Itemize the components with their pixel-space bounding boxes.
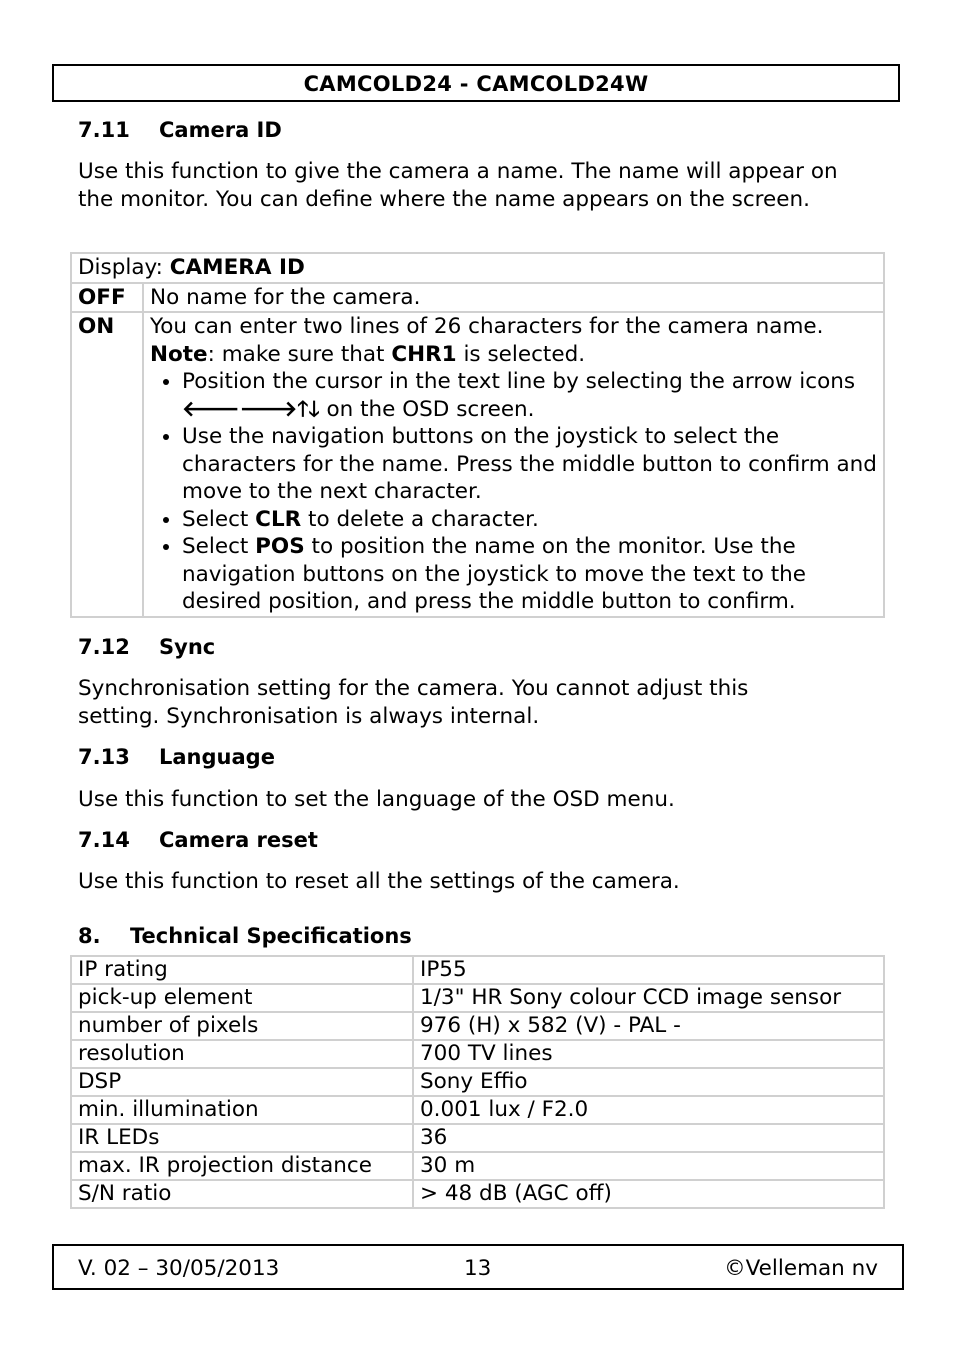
- page-header: [52, 64, 900, 102]
- off-label: OFF: [71, 283, 143, 313]
- list-item: [182, 506, 877, 534]
- section-title: Technical Specifications: [130, 924, 412, 948]
- on-label: ON: [71, 312, 143, 617]
- table-row: [71, 1124, 884, 1152]
- note-text-end: is selected.: [456, 341, 586, 367]
- table-row: [71, 984, 884, 1012]
- on-description: [143, 312, 884, 617]
- document-title: CAMCOLD24 - CAMCOLD24W: [303, 72, 649, 96]
- spec-key: number of pixels: [71, 1012, 413, 1040]
- spec-value: 0.001 lux / F2.0: [413, 1096, 884, 1124]
- table-row: [71, 1012, 884, 1040]
- off-description: No name for the camera.: [143, 283, 884, 313]
- table-row: [71, 1040, 884, 1068]
- footer-version: V. 02 – 30/05/2013: [78, 1256, 280, 1281]
- footer-page-number: 13: [464, 1256, 492, 1281]
- spec-key: IR LEDs: [71, 1124, 413, 1152]
- list-item: [182, 533, 877, 616]
- section-heading-camera-id: [78, 118, 282, 142]
- section-title: Camera ID: [159, 118, 282, 142]
- display-value: CAMERA ID: [169, 255, 305, 280]
- bullet-text: Select: [182, 506, 256, 532]
- table-row: [71, 312, 884, 617]
- bullet-text: Select: [182, 534, 256, 559]
- note-label: Note: [150, 341, 208, 367]
- spec-value: 30 m: [413, 1152, 884, 1180]
- arrow-icons: 🡐🡒🡑🡓: [182, 396, 320, 422]
- spec-key: max. IR projection distance: [71, 1152, 413, 1180]
- table-row: [71, 1180, 884, 1208]
- table-row: [71, 1152, 884, 1180]
- table-row: [71, 956, 884, 984]
- section-heading-specs: [78, 924, 412, 948]
- bullet-text: on the OSD screen.: [319, 396, 535, 422]
- specs-table: [70, 955, 885, 1209]
- section-title: Camera reset: [159, 828, 318, 852]
- note: [150, 341, 877, 369]
- instruction-list: [150, 368, 877, 616]
- table-row: [71, 253, 884, 283]
- bullet-text: to delete a character.: [301, 506, 539, 532]
- list-item: • Use the navigation buttons on the joystick to select the characters for the name. Press the middle button to confirm and move to the next character.: [182, 423, 877, 506]
- section-number: 7.11: [78, 118, 130, 142]
- spec-key: min. illumination: [71, 1096, 413, 1124]
- section-heading-language: [78, 745, 275, 769]
- note-text: : make sure that: [207, 341, 392, 367]
- spec-value: 36: [413, 1124, 884, 1152]
- bullet-bold: POS: [255, 534, 305, 559]
- bullet-text: Position the cursor in the text line by selecting the arrow icons: [182, 369, 856, 394]
- camera-id-intro: Use this function to give the camera a name. The name will appear on the monitor. You can define where the name appears on the screen.: [78, 159, 838, 212]
- spec-value: > 48 dB (AGC off): [413, 1180, 884, 1208]
- camera-id-table: [70, 252, 885, 618]
- section-number: 7.13: [78, 745, 130, 769]
- footer-copyright: ©Velleman nv: [724, 1256, 878, 1281]
- spec-value: 700 TV lines: [413, 1040, 884, 1068]
- spec-key: S/N ratio: [71, 1180, 413, 1208]
- page-footer: [52, 1244, 904, 1290]
- language-text: Use this function to set the language of the OSD menu.: [78, 787, 675, 812]
- bullet-bold: CLR: [255, 506, 302, 532]
- display-cell: [71, 253, 884, 283]
- display-label: Display:: [78, 255, 170, 280]
- spec-value: 1/3" HR Sony colour CCD image sensor: [413, 984, 884, 1012]
- spec-value: IP55: [413, 956, 884, 984]
- section-heading-sync: [78, 635, 215, 659]
- table-row: [71, 1068, 884, 1096]
- sync-text: Synchronisation setting for the camera. You cannot adjust this setting. Synchronisation is always internal.: [78, 676, 749, 729]
- list-item: [182, 368, 877, 423]
- spec-key: DSP: [71, 1068, 413, 1096]
- section-number: 7.12: [78, 635, 130, 659]
- spec-key: pick-up element: [71, 984, 413, 1012]
- section-number: 8.: [78, 924, 101, 948]
- spec-key: resolution: [71, 1040, 413, 1068]
- note-bold: CHR1: [391, 341, 457, 367]
- section-heading-reset: [78, 828, 318, 852]
- spec-value: 976 (H) x 582 (V) - PAL -: [413, 1012, 884, 1040]
- spec-key: IP rating: [71, 956, 413, 984]
- spec-value: Sony Effio: [413, 1068, 884, 1096]
- section-number: 7.14: [78, 828, 130, 852]
- on-text: You can enter two lines of 26 characters for the camera name.: [150, 314, 824, 339]
- section-title: Sync: [159, 635, 216, 659]
- reset-text: Use this function to reset all the settings of the camera.: [78, 869, 680, 894]
- table-row: [71, 1096, 884, 1124]
- bullet-text: to position the name on the monitor. Use the navigation buttons on the joystick to move the text to the desired position, and press the middle button to confirm.: [182, 534, 806, 614]
- table-row: [71, 283, 884, 313]
- section-title: Language: [159, 745, 275, 769]
